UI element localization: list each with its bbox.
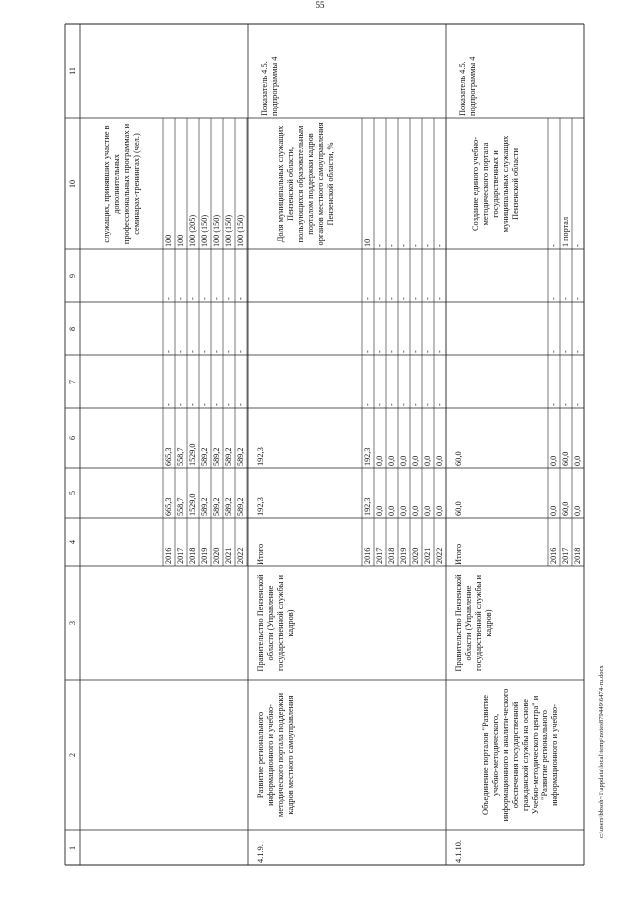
r419-row-c9: - [435, 297, 444, 300]
top-row-c10: 100 (205) [188, 214, 197, 247]
top-row-c6: 558,7 [176, 447, 185, 466]
top-row-c7: - [164, 403, 173, 406]
r419-row-c10: - [399, 244, 408, 247]
top-row-year: 2017 [176, 547, 185, 564]
total-c6-4-1-10: 60,0 [454, 451, 463, 466]
r419-row-c6: 192,3 [363, 447, 372, 466]
column-header-3: 3 [68, 621, 77, 625]
column-header-7: 7 [68, 379, 77, 384]
r419-row-c6: 0,0 [387, 455, 396, 466]
top-row-year: 2022 [236, 547, 245, 564]
reference-4-1-9: Показатель 4.5. подпрограммы 4 [260, 56, 279, 116]
top-row-c7: - [212, 403, 221, 406]
top-row-c7: - [176, 403, 185, 406]
column-header-10: 10 [68, 179, 77, 188]
r419-row-c6: 0,0 [435, 455, 444, 466]
top-row-c5: 589,2 [224, 497, 233, 516]
r4110-row-c8: - [573, 350, 582, 353]
r419-row-c5: 0,0 [375, 505, 384, 516]
r419-row-c5: 0,0 [387, 505, 396, 516]
r419-row-c5: 0,0 [435, 505, 444, 516]
top-row-c10: 100 (150) [224, 214, 233, 247]
total-label-4-1-10: Итого [454, 543, 463, 565]
r419-row-c9: - [387, 297, 396, 300]
total-c5-4-1-10: 60,0 [454, 501, 463, 516]
top-row-year: 2018 [188, 547, 197, 564]
r4110-row-c6: 0,0 [549, 455, 558, 466]
top-row-c9: - [236, 297, 245, 300]
top-row-c9: - [164, 297, 173, 300]
top-row-c10: 100 (150) [212, 214, 221, 247]
col10-continued-text: служащих, принявших участие в дополнительных профессиональных программах и семинарах-тренингах) (чел.) [102, 123, 141, 244]
r4110-row-c5: 60,0 [561, 501, 570, 516]
r419-row-c7: - [435, 403, 444, 406]
r419-row-c10: - [387, 244, 396, 247]
column-header-1: 1 [68, 845, 77, 850]
top-row-c5: 1529,0 [188, 493, 197, 516]
top-row-c5: 589,2 [236, 497, 245, 516]
r419-row-c7: - [375, 403, 384, 406]
top-row-c8: - [176, 350, 185, 353]
reference-4-1-10: Показатель 4.5. подпрограммы 4 [458, 56, 477, 116]
r4110-row-c6: 0,0 [573, 455, 582, 466]
top-row-year: 2021 [224, 547, 233, 564]
top-row-c10: 100 [164, 234, 173, 247]
r4110-row-c9: - [549, 297, 558, 300]
r419-row-c5: 0,0 [411, 505, 420, 516]
column-header-5: 5 [68, 491, 77, 495]
r419-row-c7: - [423, 403, 432, 406]
r419-row-c9: - [363, 297, 372, 300]
r4110-row-c6: 60,0 [561, 451, 570, 466]
top-row-c5: 589,2 [200, 497, 209, 516]
r419-row-year: 2022 [435, 547, 444, 564]
top-row-c9: - [176, 297, 185, 300]
r419-row-c7: - [387, 403, 396, 406]
r419-row-c5: 0,0 [423, 505, 432, 516]
r419-row-c6: 0,0 [375, 455, 384, 466]
r4110-row-c9: - [561, 297, 570, 300]
column-header-11: 11 [68, 67, 77, 75]
r419-row-c7: - [363, 403, 372, 406]
column-header-2: 2 [68, 753, 77, 757]
indicator-4-1-10: Создание единого учебно-методического портала государственных и муниципальных служащих Пензенской области [471, 135, 520, 232]
top-row-c6: 589,2 [200, 447, 209, 466]
column-header-8: 8 [68, 326, 77, 331]
r4110-row-c8: - [561, 350, 570, 353]
r4110-row-c7: - [573, 403, 582, 406]
r419-row-c8: - [435, 350, 444, 353]
top-row-c7: - [236, 403, 245, 406]
executor-4-1-10: Правительство Пензенской области (Управление государственной службы и кадров) [454, 574, 493, 672]
r419-row-year: 2020 [411, 547, 420, 564]
top-row-c9: - [188, 297, 197, 300]
top-row-c10: 100 (150) [236, 214, 245, 247]
r4110-row-year: 2017 [561, 547, 570, 564]
top-row-c6: 665,3 [164, 447, 173, 466]
top-row-year: 2020 [212, 547, 221, 564]
top-row-year: 2016 [164, 547, 173, 564]
r419-row-c6: 0,0 [423, 455, 432, 466]
top-row-c9: - [212, 297, 221, 300]
top-row-c10: 100 [176, 234, 185, 247]
r4110-row-c8: - [549, 350, 558, 353]
top-row-c6: 1529,0 [188, 443, 197, 466]
r4110-row-c10: - [549, 244, 558, 247]
r4110-row-c10: 1 портал [561, 216, 570, 247]
r419-row-c10: - [423, 244, 432, 247]
top-row-c5: 558,7 [176, 497, 185, 516]
page-number: 55 [315, 0, 325, 10]
top-row-c8: - [188, 350, 197, 353]
r419-row-c9: - [411, 297, 420, 300]
column-header-6: 6 [68, 436, 77, 440]
r4110-row-c9: - [573, 297, 582, 300]
r419-row-c8: - [399, 350, 408, 353]
top-row-c7: - [224, 403, 233, 406]
r419-row-year: 2021 [423, 547, 432, 564]
top-row-c10: 100 (150) [200, 214, 209, 247]
total-c6-4-1-9: 192,3 [256, 447, 265, 466]
r419-row-c9: - [399, 297, 408, 300]
r4110-row-year: 2018 [573, 547, 582, 564]
row-number-4-1-10: 4.1.10. [454, 839, 463, 863]
executor-4-1-9: Правительство Пензенской области (Управление государственной службы и кадров) [256, 574, 295, 672]
measure-name-4-1-10: Объединение порталов "Развитие учебно-методического, информационного и аналити-ческого обеспечения государственной гражданской службы на основе Учебно-методического центра" и "Развитие регионального информационного и учебно- [480, 688, 559, 822]
r419-row-c9: - [423, 297, 432, 300]
r419-row-c5: 192,3 [363, 497, 372, 516]
r419-row-c6: 0,0 [411, 455, 420, 466]
top-row-c8: - [212, 350, 221, 353]
r4110-row-c7: - [549, 403, 558, 406]
total-c5-4-1-9: 192,3 [256, 497, 265, 516]
r419-row-year: 2019 [399, 547, 408, 564]
r419-row-c7: - [399, 403, 408, 406]
r419-row-c8: - [423, 350, 432, 353]
r419-row-c10: - [435, 244, 444, 247]
r419-row-year: 2016 [363, 547, 372, 564]
column-header-9: 9 [68, 273, 77, 278]
top-row-c6: 589,2 [212, 447, 221, 466]
r4110-row-c5: 0,0 [549, 505, 558, 516]
r419-row-c8: - [387, 350, 396, 353]
r419-row-c8: - [411, 350, 420, 353]
top-row-year: 2019 [200, 547, 209, 564]
footer-file-path: c:\users\bbsoh~1\appdata\local\temp\notes879449\6474-ru.docx [598, 665, 605, 838]
total-label-4-1-9: Итого [256, 543, 265, 565]
top-row-c8: - [200, 350, 209, 353]
r419-row-c10: 10 [363, 238, 372, 247]
r419-row-year: 2018 [387, 547, 396, 564]
r419-row-c7: - [411, 403, 420, 406]
r4110-row-year: 2016 [549, 547, 558, 564]
r4110-row-c7: - [561, 403, 570, 406]
r419-row-c5: 0,0 [399, 505, 408, 516]
column-header-4: 4 [68, 540, 77, 544]
top-row-c5: 589,2 [212, 497, 221, 516]
r419-row-c6: 0,0 [399, 455, 408, 466]
top-row-c9: - [200, 297, 209, 300]
r419-row-c10: - [375, 244, 384, 247]
top-row-c7: - [200, 403, 209, 406]
r419-row-c9: - [375, 297, 384, 300]
top-row-c8: - [224, 350, 233, 353]
indicator-4-1-9: Доля муниципальных служащих Пензенской области, пользующихся образовательным порталом поддержки кадров органов местного самоуправления Пензенской области, % [275, 122, 335, 245]
top-row-c5: 665,3 [164, 497, 173, 516]
r4110-row-c5: 0,0 [573, 505, 582, 516]
top-row-c8: - [164, 350, 173, 353]
top-row-c6: 589,2 [236, 447, 245, 466]
top-row-c7: - [188, 403, 197, 406]
top-row-c8: - [236, 350, 245, 353]
r4110-row-c10: - [573, 244, 582, 247]
r419-row-c10: - [411, 244, 420, 247]
row-number-4-1-9: 4.1.9. [256, 843, 265, 863]
top-row-c6: 589,2 [224, 447, 233, 466]
measure-name-4-1-9: Развитие регионального информационного и учебно-методического портала поддержки кадров местного самоуправления [256, 693, 295, 817]
r419-row-year: 2017 [375, 547, 384, 564]
r419-row-c8: - [363, 350, 372, 353]
top-row-c9: - [224, 297, 233, 300]
r419-row-c8: - [375, 350, 384, 353]
